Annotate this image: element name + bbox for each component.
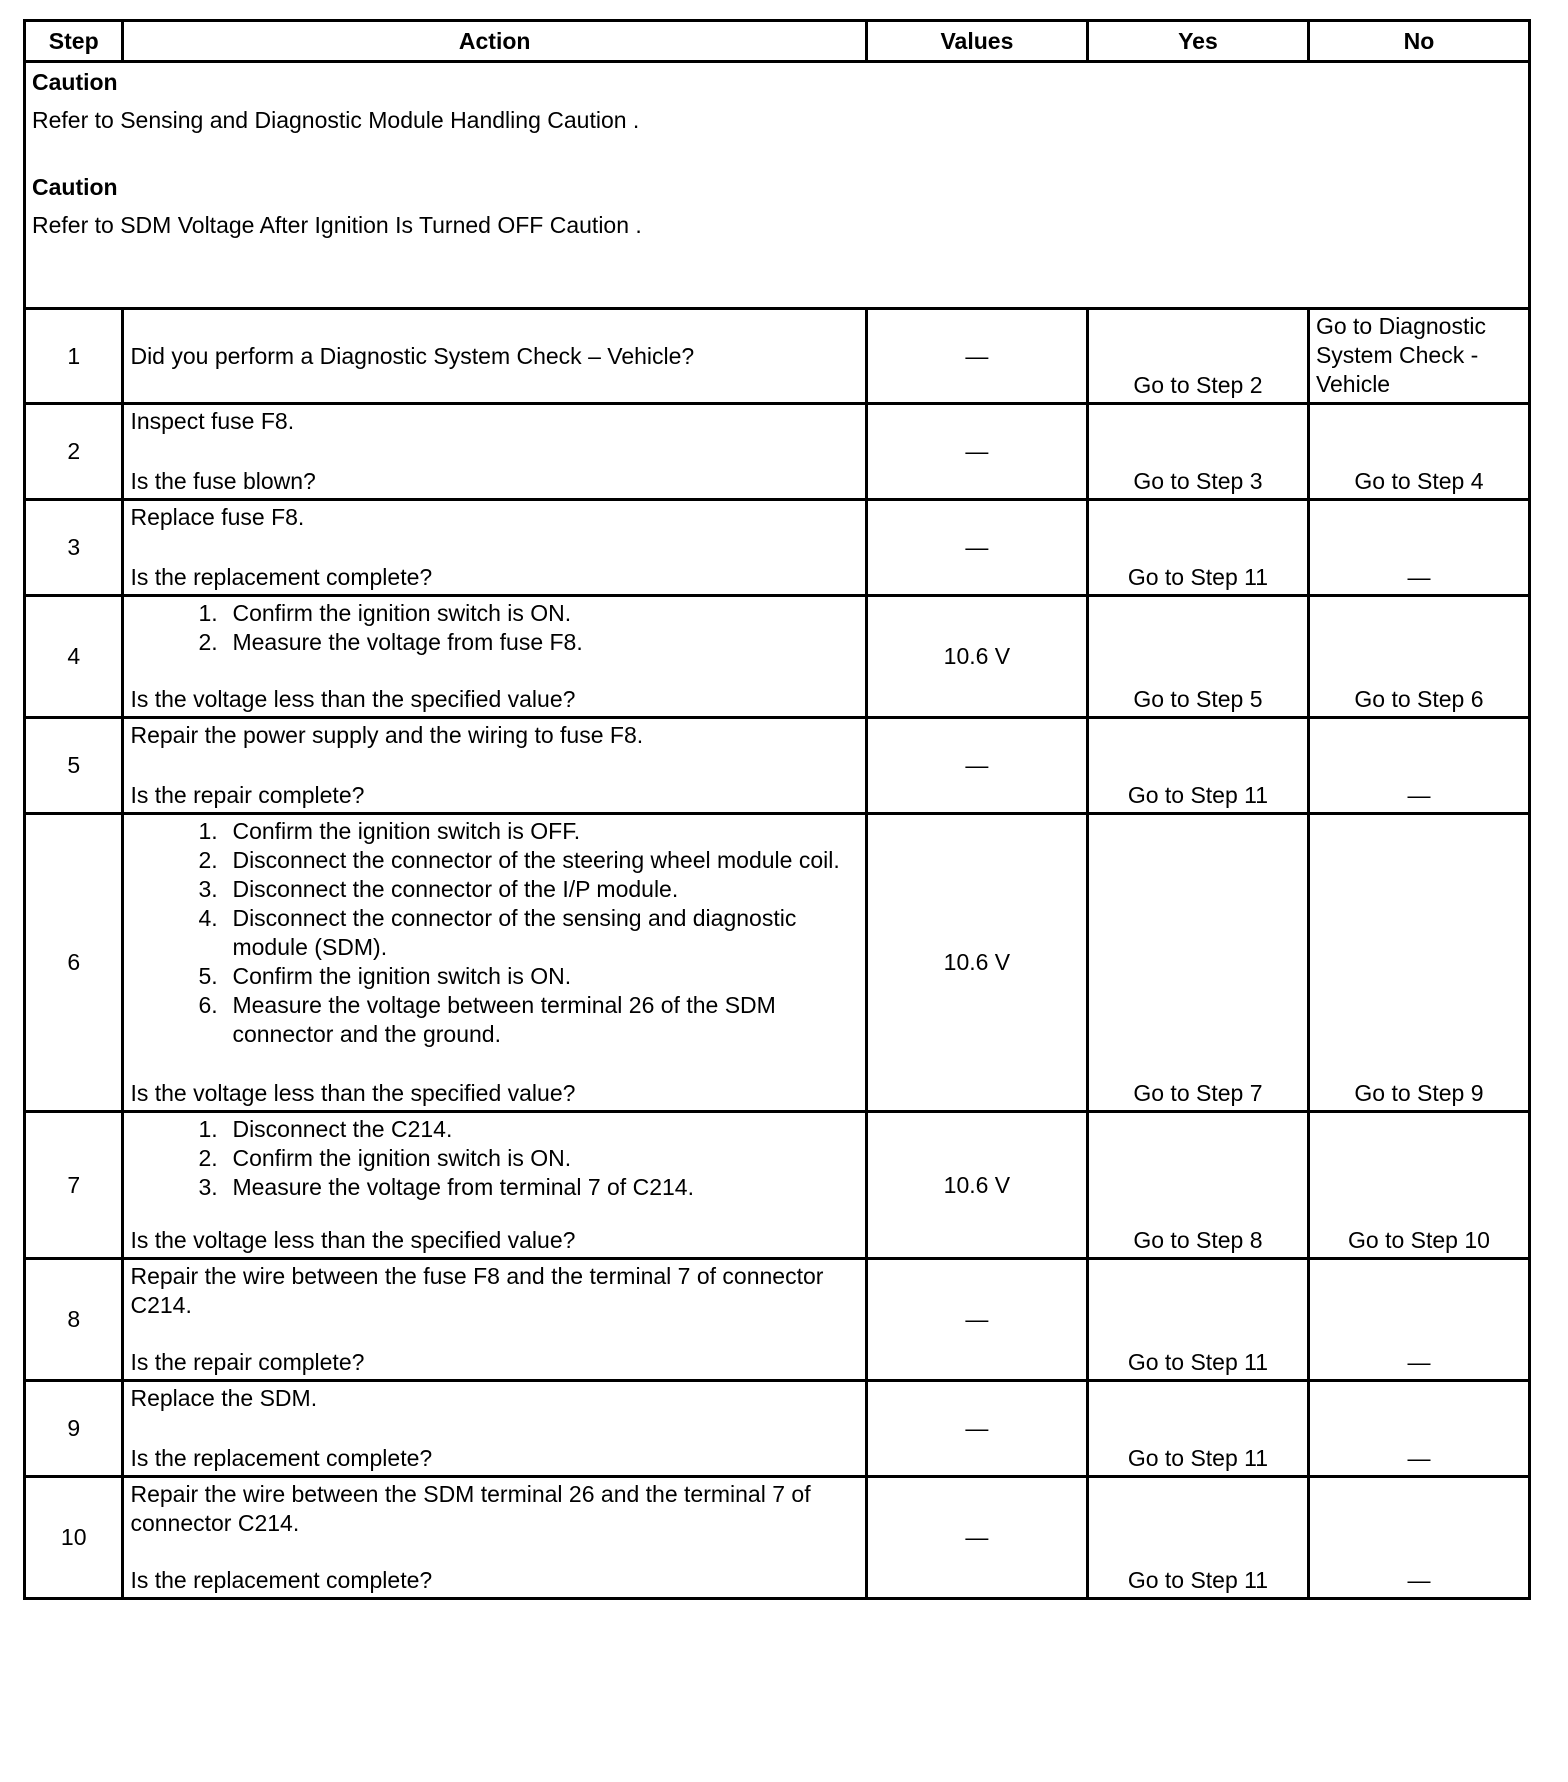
header-yes: Yes bbox=[1087, 21, 1308, 62]
action-cell bbox=[123, 1477, 866, 1599]
step-number: 2 bbox=[25, 404, 123, 500]
header-no: No bbox=[1308, 21, 1529, 62]
table-row bbox=[25, 1259, 1530, 1381]
step-number: 4 bbox=[25, 596, 123, 718]
no-link: — bbox=[1308, 718, 1529, 814]
table-row bbox=[25, 1112, 1530, 1259]
no-link: — bbox=[1308, 1259, 1529, 1381]
caution-text: Refer to SDM Voltage After Ignition Is Turned OFF Caution . bbox=[32, 212, 642, 238]
value-cell: — bbox=[866, 1259, 1087, 1381]
step-number: 9 bbox=[25, 1381, 123, 1477]
action-instruction: Repair the wire between the SDM terminal 26 and the terminal 7 of connector C214. bbox=[130, 1481, 811, 1536]
yes-link[interactable]: Go to Step 11 bbox=[1087, 1259, 1308, 1381]
table-row bbox=[25, 814, 1530, 1112]
action-steps-list bbox=[130, 1115, 856, 1202]
action-steps-list bbox=[130, 599, 856, 657]
yes-link[interactable]: Go to Step 11 bbox=[1087, 1381, 1308, 1477]
diagnostic-table bbox=[23, 19, 1531, 1600]
header-row bbox=[25, 21, 1530, 62]
yes-link[interactable]: Go to Step 7 bbox=[1087, 814, 1308, 1112]
yes-link[interactable]: Go to Step 8 bbox=[1087, 1112, 1308, 1259]
action-cell bbox=[123, 1259, 866, 1381]
header-step: Step bbox=[25, 21, 123, 62]
action-step-item: 2. Measure the voltage from fuse F8. bbox=[230, 628, 856, 657]
action-step-item: 1. Disconnect the C214. bbox=[230, 1115, 856, 1144]
no-link[interactable]: Go to Step 10 bbox=[1308, 1112, 1529, 1259]
action-instruction: Repair the wire between the fuse F8 and the terminal 7 of connector C214. bbox=[130, 1263, 824, 1318]
yes-link[interactable]: Go to Step 3 bbox=[1087, 404, 1308, 500]
action-question: Is the replacement complete? bbox=[130, 564, 433, 590]
table-row bbox=[25, 718, 1530, 814]
no-link[interactable]: Go to Diagnostic System Check - Vehicle bbox=[1308, 309, 1529, 404]
caution-row bbox=[25, 62, 1530, 309]
value-cell: — bbox=[866, 718, 1087, 814]
no-link: — bbox=[1308, 1381, 1529, 1477]
step-number: 3 bbox=[25, 500, 123, 596]
action-instruction: Did you perform a Diagnostic System Check – Vehicle? bbox=[130, 342, 695, 369]
caution-block bbox=[25, 62, 1530, 309]
step-number: 8 bbox=[25, 1259, 123, 1381]
action-step-item: 5. Confirm the ignition switch is ON. bbox=[230, 962, 856, 991]
value-cell: — bbox=[866, 500, 1087, 596]
action-instruction: Inspect fuse F8. bbox=[130, 408, 295, 434]
action-step-item: 2. Confirm the ignition switch is ON. bbox=[230, 1144, 856, 1173]
table-row bbox=[25, 1477, 1530, 1599]
table-row bbox=[25, 309, 1530, 404]
yes-link[interactable]: Go to Step 5 bbox=[1087, 596, 1308, 718]
value-cell: 10.6 V bbox=[866, 814, 1087, 1112]
step-number: 1 bbox=[25, 309, 123, 404]
action-question: Is the voltage less than the specified value? bbox=[130, 686, 576, 712]
action-question: Is the voltage less than the specified value? bbox=[130, 1227, 576, 1253]
action-step-item: 1. Confirm the ignition switch is OFF. bbox=[230, 817, 856, 846]
yes-link[interactable]: Go to Step 11 bbox=[1087, 500, 1308, 596]
table-row bbox=[25, 500, 1530, 596]
step-number: 6 bbox=[25, 814, 123, 1112]
action-step-item: 6. Measure the voltage between terminal 26 of the SDM connector and the ground. bbox=[230, 991, 856, 1049]
no-link: — bbox=[1308, 1477, 1529, 1599]
yes-link[interactable]: Go to Step 11 bbox=[1087, 1477, 1308, 1599]
action-instruction: Replace the SDM. bbox=[130, 1385, 318, 1411]
action-step-item: 3. Measure the voltage from terminal 7 of C214. bbox=[230, 1173, 856, 1202]
action-cell bbox=[123, 309, 866, 404]
value-cell: 10.6 V bbox=[866, 1112, 1087, 1259]
caution-title: Caution bbox=[32, 69, 118, 95]
value-cell: — bbox=[866, 404, 1087, 500]
caution-title: Caution bbox=[32, 174, 118, 200]
action-instruction: Repair the power supply and the wiring to fuse F8. bbox=[130, 722, 644, 748]
action-step-item: 3. Disconnect the connector of the I/P module. bbox=[230, 875, 856, 904]
table-row bbox=[25, 404, 1530, 500]
action-cell bbox=[123, 500, 866, 596]
step-number: 5 bbox=[25, 718, 123, 814]
step-number: 10 bbox=[25, 1477, 123, 1599]
action-steps-list bbox=[130, 817, 856, 1049]
value-cell: 10.6 V bbox=[866, 596, 1087, 718]
action-question: Is the repair complete? bbox=[130, 782, 365, 808]
action-question: Is the voltage less than the specified value? bbox=[130, 1080, 576, 1106]
header-action: Action bbox=[123, 21, 866, 62]
value-cell: — bbox=[866, 1381, 1087, 1477]
value-cell: — bbox=[866, 1477, 1087, 1599]
action-question: Is the replacement complete? bbox=[130, 1445, 433, 1471]
yes-link[interactable]: Go to Step 11 bbox=[1087, 718, 1308, 814]
no-link[interactable]: Go to Step 6 bbox=[1308, 596, 1529, 718]
action-cell bbox=[123, 814, 866, 1112]
action-step-item: 4. Disconnect the connector of the sensing and diagnostic module (SDM). bbox=[230, 904, 856, 962]
action-cell bbox=[123, 404, 866, 500]
step-number: 7 bbox=[25, 1112, 123, 1259]
action-cell bbox=[123, 596, 866, 718]
action-step-item: 1. Confirm the ignition switch is ON. bbox=[230, 599, 856, 628]
action-step-item: 2. Disconnect the connector of the steering wheel module coil. bbox=[230, 846, 856, 875]
action-instruction: Replace fuse F8. bbox=[130, 504, 305, 530]
yes-link[interactable]: Go to Step 2 bbox=[1087, 309, 1308, 404]
action-cell bbox=[123, 1112, 866, 1259]
table-row bbox=[25, 1381, 1530, 1477]
no-link: — bbox=[1308, 500, 1529, 596]
no-link[interactable]: Go to Step 9 bbox=[1308, 814, 1529, 1112]
table-row bbox=[25, 596, 1530, 718]
action-cell bbox=[123, 1381, 866, 1477]
value-cell: — bbox=[866, 309, 1087, 404]
caution-text: Refer to Sensing and Diagnostic Module Handling Caution . bbox=[32, 107, 640, 133]
action-question: Is the repair complete? bbox=[130, 1349, 365, 1375]
action-cell bbox=[123, 718, 866, 814]
action-question: Is the replacement complete? bbox=[130, 1567, 433, 1593]
header-values: Values bbox=[866, 21, 1087, 62]
action-question: Is the fuse blown? bbox=[130, 468, 316, 494]
no-link[interactable]: Go to Step 4 bbox=[1308, 404, 1529, 500]
